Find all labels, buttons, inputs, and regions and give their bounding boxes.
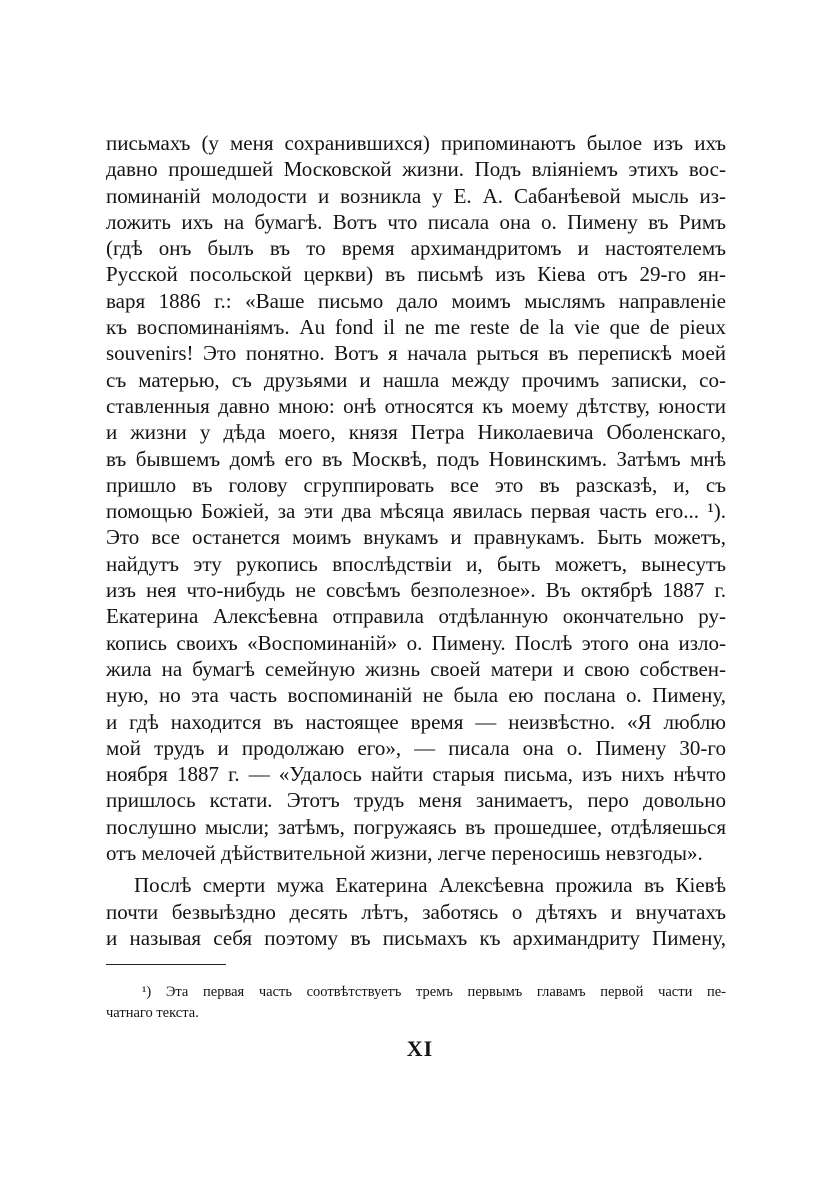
paragraph-2: [106, 872, 726, 951]
text-line: письмахъ (у меня сохранившихся) припоминаютъ былое изъ ихъ: [106, 131, 726, 155]
text-line: найдутъ эту рукопись впослѣдствіи и, быть можетъ, вынесутъ: [106, 551, 726, 576]
text-line: и жизни у дѣда моего, князя Петра Николаевича Оболенскаго,: [106, 420, 726, 445]
paragraph-1: [106, 130, 726, 866]
text-line: жила на бумагѣ семейную жизнь своей матери и свою собствен-: [106, 656, 726, 681]
footnote-divider: [106, 964, 226, 965]
main-text: [106, 130, 726, 951]
page-number: XI: [406, 1036, 434, 1061]
text-line: ¹) Эта первая часть соотвѣтствуетъ тремъ первымъ главамъ первой части пе-: [142, 984, 726, 1000]
text-line: отъ мелочей дѣйствительной жизни, легче переносишь невзгоды».: [106, 841, 703, 866]
text-line: варя 1886 г.: «Ваше письмо дало моимъ мыслямъ направленіе: [106, 288, 726, 313]
text-line: Русской посольской церкви) въ письмѣ изъ Кіева отъ 29-го ян-: [106, 262, 726, 287]
text-line: съ матерью, съ друзьями и нашла между прочимъ записки, со-: [106, 367, 726, 392]
text-line: Екатерина Алексѣевна отправила отдѣланную окончательно ру-: [106, 604, 726, 629]
text-line: пришло въ голову сгруппировать все это въ разсказѣ, и, съ: [106, 472, 726, 497]
text-line: давно прошедшей Московской жизни. Подъ вліяніемъ этихъ вос-: [106, 157, 726, 182]
text-line: почти безвыѣздно десять лѣтъ, заботясь о дѣтяхъ и внучатахъ: [106, 899, 726, 924]
text-line: и гдѣ находится въ настоящее время — неизвѣстно. «Я люблю: [106, 709, 726, 734]
text-line: ноября 1887 г. — «Удалось найти старыя письма, изъ нихъ нѣчто: [106, 762, 726, 787]
text-line: послушно мысли; затѣмъ, погружаясь въ прошедшее, отдѣляешься: [106, 814, 726, 839]
text-line: ложить ихъ на бумагѣ. Вотъ что писала она о. Пимену въ Римъ: [106, 209, 726, 234]
text-line: помощью Божіей, за эти два мѣсяца явилась первая часть его... ¹).: [106, 499, 726, 524]
text-line: изъ нея что-нибудь не совсѣмъ безполезное». Въ октябрѣ 1887 г.: [106, 578, 726, 603]
text-line: копись своихъ «Воспоминаній» о. Пимену. Послѣ этого она изло-: [106, 630, 726, 655]
text-line: въ бывшемъ домѣ его въ Москвѣ, подъ Новинскимъ. Затѣмъ мнѣ: [106, 446, 726, 471]
text-line: souvenirs! Это понятно. Вотъ я начала рыться въ перепискѣ моей: [106, 341, 726, 366]
text-line: ставленныя давно мною: онѣ относятся къ моему дѣтству, юности: [106, 393, 726, 418]
text-line: Это все останется моимъ внукамъ и правнукамъ. Быть можетъ,: [106, 525, 726, 550]
text-line: Послѣ смерти мужа Екатерина Алексѣевна прожила въ Кіевѣ: [134, 873, 726, 898]
text-line: и называя себя поэтому въ письмахъ къ архимандриту Пимену,: [106, 925, 726, 950]
text-line: ную, но эта часть воспоминаній не была ею послана о. Пимену,: [106, 683, 726, 708]
text-line: чатнаго текста.: [106, 1005, 199, 1021]
text-line: къ воспоминаніямъ. Au fond il ne me reste de la vie que de pieux: [106, 315, 726, 340]
text-line: пришлось кстати. Этотъ трудъ меня занимаетъ, перо довольно: [106, 788, 726, 813]
text-line: (гдѣ онъ былъ въ то время архимандритомъ и настоятелемъ: [106, 236, 726, 261]
text-line: поминаній молодости и возникла у Е. А. Сабанѣевой мысль из-: [106, 183, 726, 208]
footnote: [106, 982, 726, 1024]
text-line: мой трудъ и продолжаю его», — писала она о. Пимену 30-го: [106, 735, 726, 760]
